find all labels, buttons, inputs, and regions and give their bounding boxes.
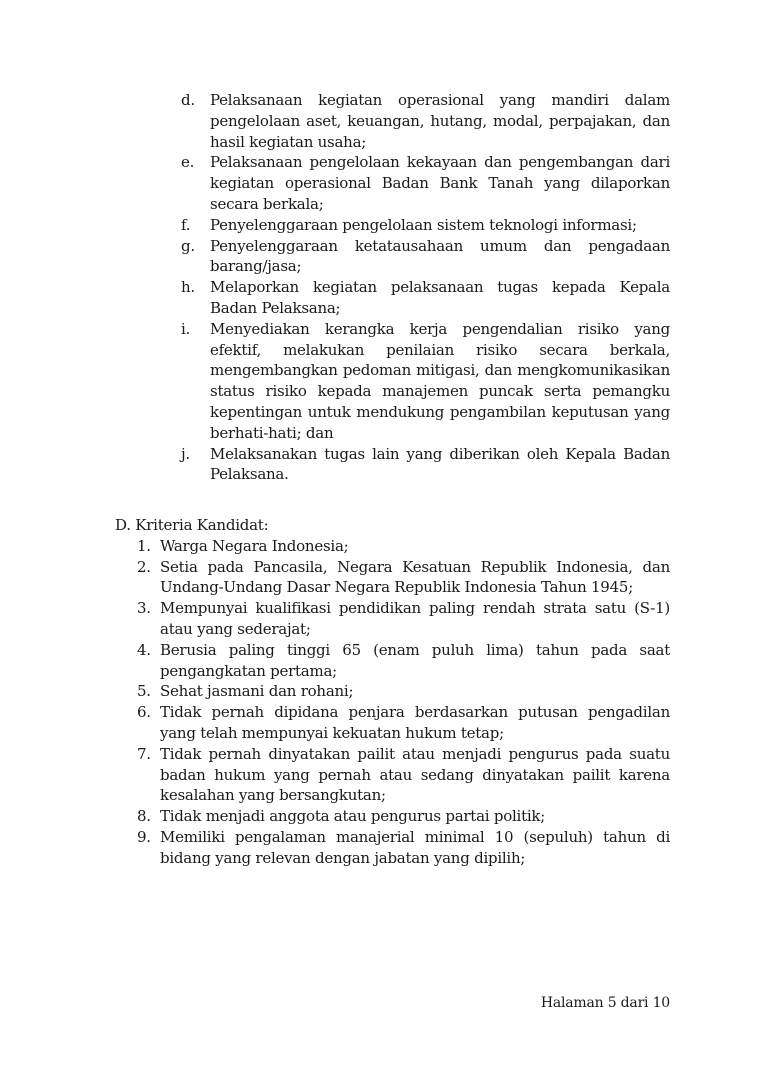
list-marker: 9. [137, 827, 151, 846]
list-marker: d. [181, 91, 195, 109]
list-item-text: Mempunyai kualifikasi pendidikan paling rendah strata satu (S-1) atau yang sederajat; [160, 599, 670, 638]
list-item-text: Setia pada Pancasila, Negara Kesatuan Republik Indonesia, dan Undang-Undang Dasar Negara Republik Indonesia Tahun 1945; [160, 557, 670, 597]
criteria-item-4 [137, 640, 670, 682]
list-item-text: Penyelenggaraan ketatausahaan umum dan pengadaan barang/jasa; [210, 236, 670, 276]
list-marker: 2. [137, 557, 151, 576]
criteria-item-3 [137, 598, 670, 640]
list-item-d [181, 90, 670, 152]
list-item-g [181, 236, 670, 278]
list-item-text: Tidak pernah dinyatakan pailit atau menjadi pengurus pada suatu badan hukum yang pernah atau sedang dinyatakan pailit karena kesalahan yang bersangkutan; [160, 744, 670, 805]
list-item-text: Warga Negara Indonesia; [160, 536, 349, 555]
list-marker: 8. [137, 807, 151, 826]
criteria-item-9 [137, 827, 670, 869]
list-item-text: Sehat jasmani dan rohani; [160, 682, 354, 701]
criteria-item-8 [137, 806, 670, 827]
list-marker: h. [181, 278, 195, 297]
criteria-list [137, 536, 670, 869]
list-marker: e. [181, 153, 195, 172]
criteria-item-7 [137, 744, 670, 806]
criteria-item-5 [137, 681, 670, 702]
list-marker: 6. [137, 703, 151, 722]
criteria-item-2 [137, 557, 670, 599]
list-item-text: Melaksanakan tugas lain yang diberikan oleh Kepala Badan Pelaksana. [210, 444, 670, 484]
list-marker: 1. [137, 536, 151, 555]
list-marker: f. [181, 215, 191, 234]
list-item-text: Tidak menjadi anggota atau pengurus partai politik; [160, 807, 546, 826]
list-item-text: Berusia paling tinggi 65 (enam puluh lima) tahun pada saat pengangkatan pertama; [160, 640, 670, 680]
list-item-i [181, 319, 670, 444]
list-marker: 4. [137, 640, 151, 659]
list-item-j [181, 444, 670, 486]
list-item-f [181, 215, 670, 236]
list-item-text: Pelaksanaan kegiatan operasional yang mandiri dalam pengelolaan aset, keuangan, hutang, modal, perpajakan, dan hasil kegiatan usaha; [210, 91, 670, 151]
page-number: Halaman 5 dari 10 [540, 995, 670, 1011]
list-marker: g. [181, 236, 195, 255]
list-item-e [181, 152, 670, 214]
list-item-text: Penyelenggaraan pengelolaan sistem teknologi informasi; [210, 215, 637, 234]
list-item-text: Memiliki pengalaman manajerial minimal 10 (sepuluh) tahun di bidang yang relevan dengan jabatan yang dipilih; [160, 827, 670, 867]
list-marker: 5. [137, 682, 151, 701]
list-item-text: Menyediakan kerangka kerja pengendalian risiko yang efektif, melakukan penilaian risiko secara berkala, mengembangkan pedoman mitigasi, dan mengkomunikasikan status risiko kepada manajemen puncak serta pemangku kepentingan untuk mendukung pengambilan keputusan yang berhati-hati; dan [210, 319, 670, 442]
list-marker: i. [181, 319, 191, 338]
criteria-item-6 [137, 702, 670, 744]
list-item-text: Tidak pernah dipidana penjara berdasarkan putusan pengadilan yang telah mempunyai kekuatan hukum tetap; [160, 703, 670, 742]
list-marker: 3. [137, 599, 151, 618]
criteria-item-1 [137, 536, 670, 557]
lettered-duty-list [181, 90, 670, 485]
section-candidate-criteria [115, 515, 670, 869]
list-item-text: Melaporkan kegiatan pelaksanaan tugas kepada Kepala Badan Pelaksana; [210, 278, 670, 317]
list-marker: j. [181, 444, 190, 463]
list-item-h [181, 277, 670, 319]
list-marker: 7. [137, 744, 151, 763]
list-item-text: Pelaksanaan pengelolaan kekayaan dan pengembangan dari kegiatan operasional Badan Bank Tanah yang dilaporkan secara berkala; [210, 153, 670, 213]
section-heading: D. Kriteria Kandidat: [115, 516, 269, 534]
